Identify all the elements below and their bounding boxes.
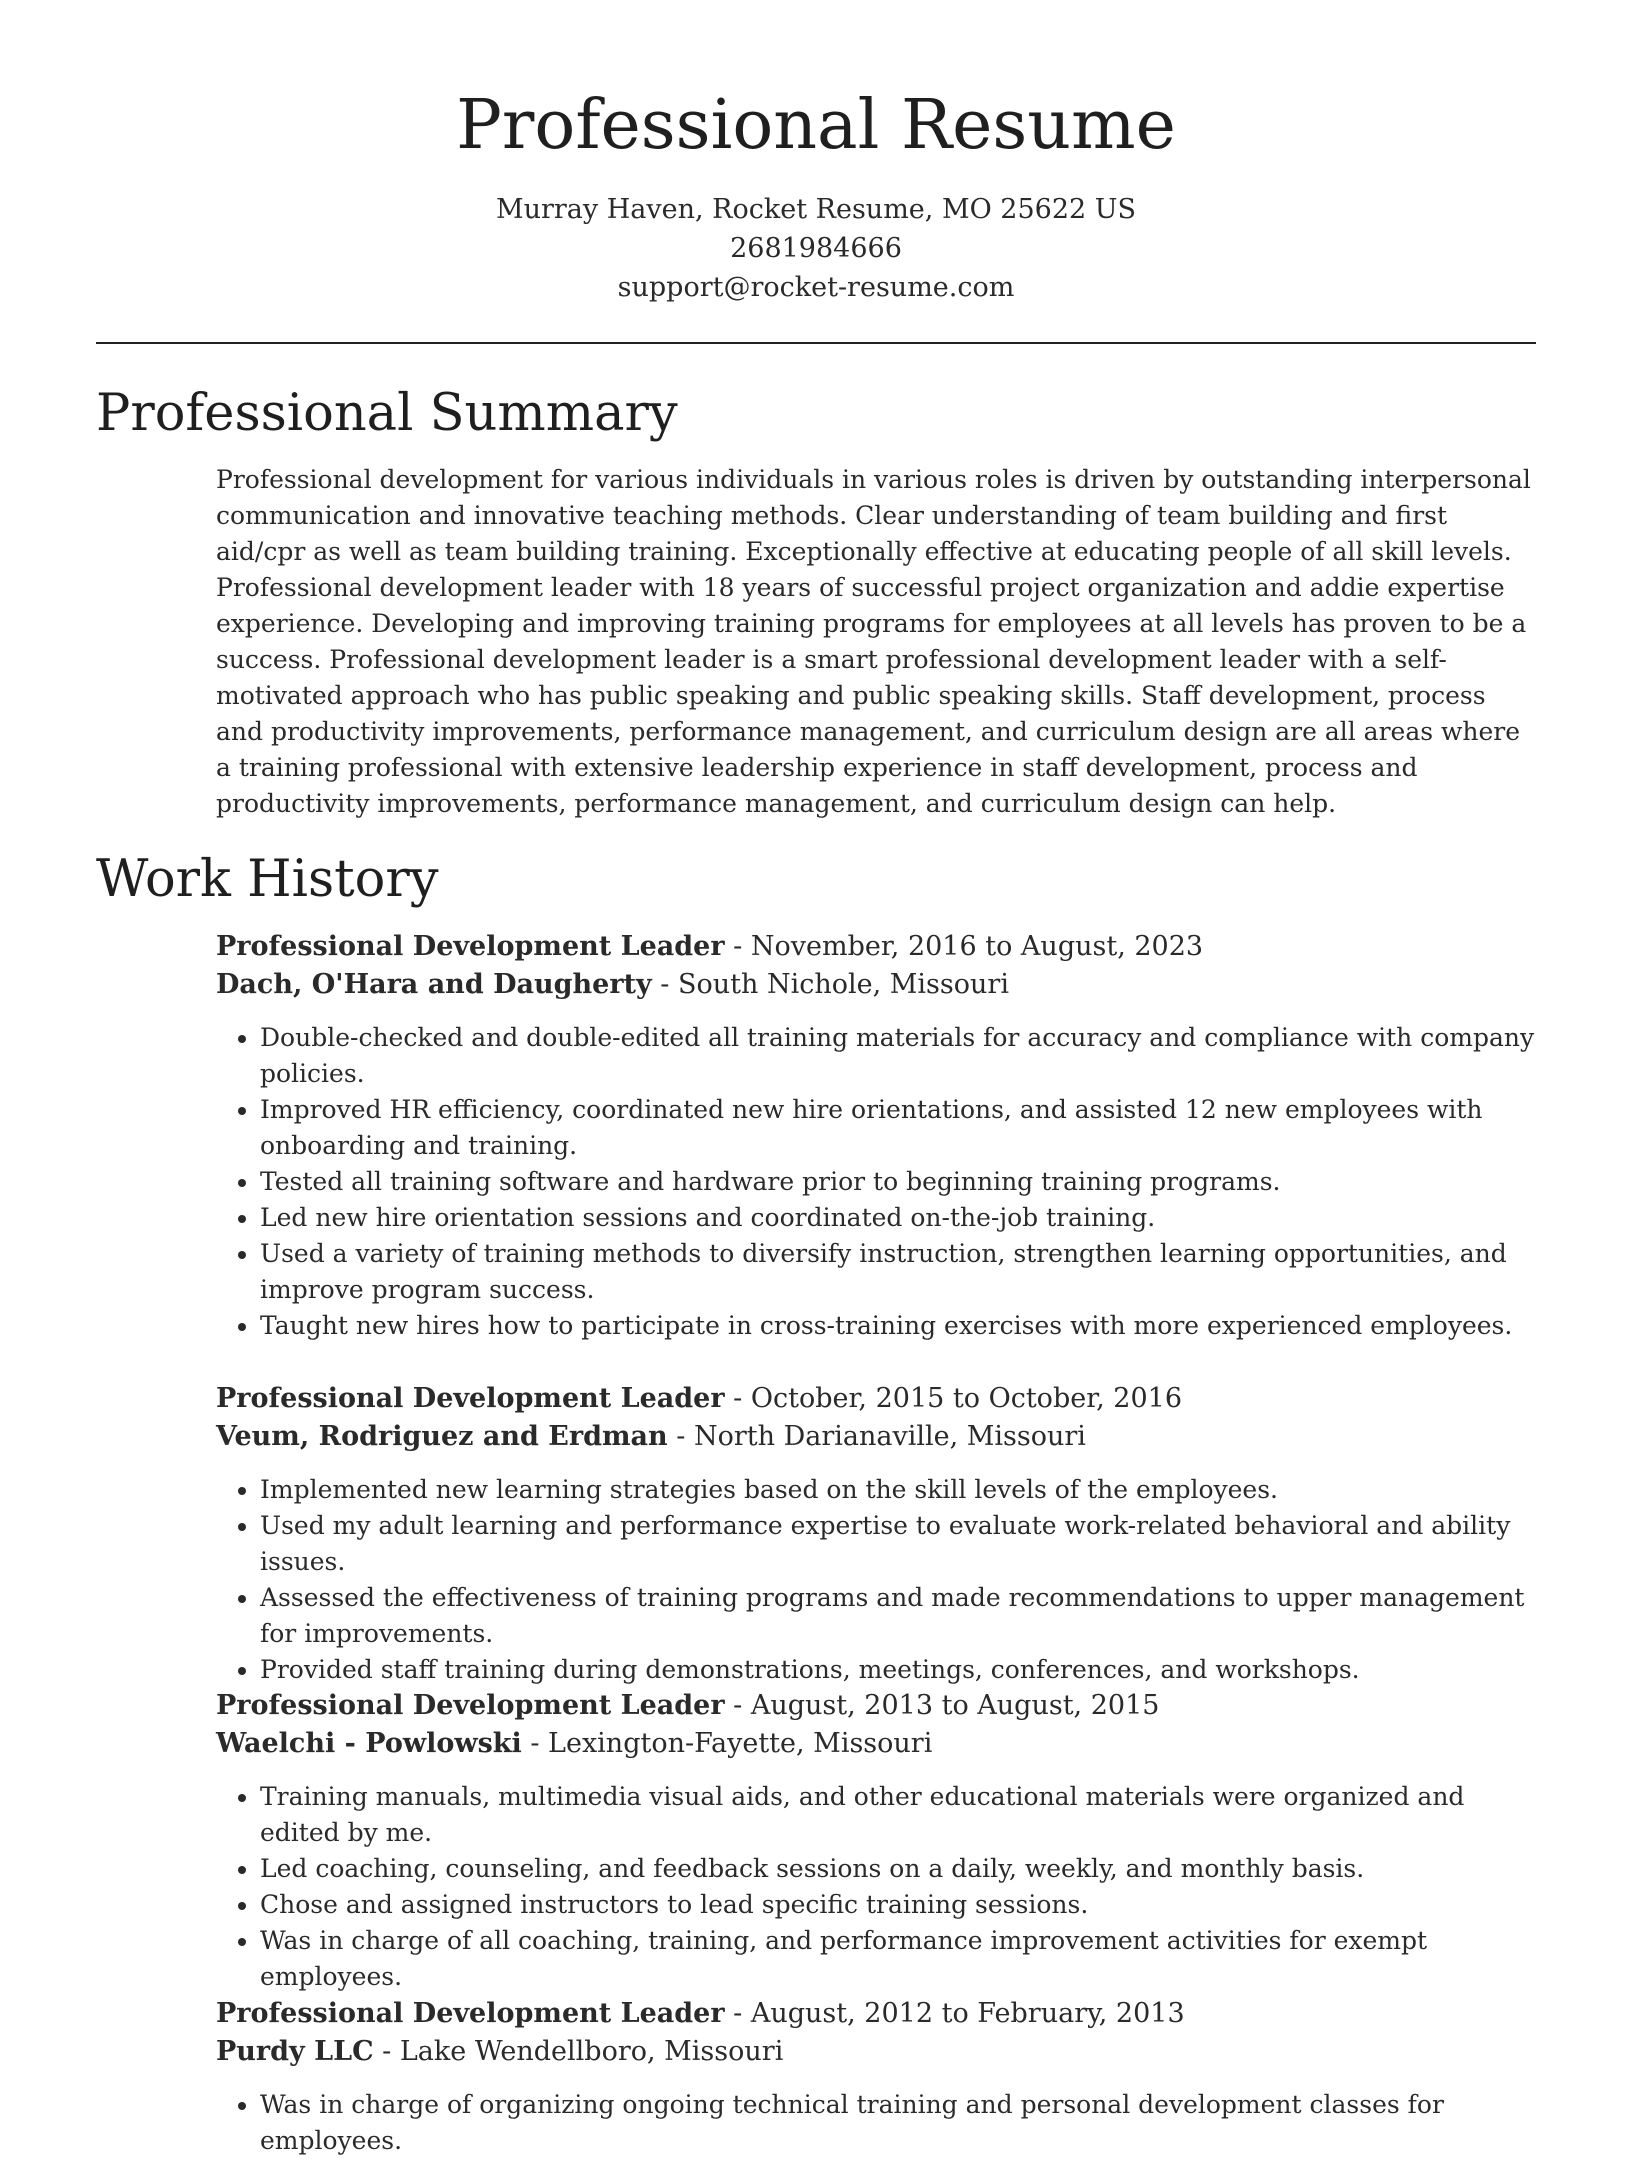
- job-bullets: [216, 2087, 1540, 2159]
- job-bullet: • Led new hire orientation sessions and coordinated on-the-job training.: [260, 1200, 1540, 1236]
- job-bullets: [216, 1779, 1540, 1995]
- job-location: - Lexington-Fayette, Missouri: [521, 1728, 933, 1759]
- job-title: Professional Development Leader: [216, 1998, 725, 2029]
- job-company: Waelchi - Powlowski: [216, 1728, 522, 1759]
- summary-heading: Professional Summary: [96, 384, 678, 443]
- job-bullets: [216, 1472, 1540, 1688]
- job-entry: [216, 928, 1540, 1344]
- job-dates: - August, 2013 to August, 2015: [724, 1690, 1160, 1721]
- job-bullet: • Was in charge of organizing ongoing technical training and personal development classes for employees.: [260, 2087, 1540, 2159]
- job-company-line: [216, 1418, 1540, 1456]
- job-bullet: • Implemented new learning strategies based on the skill levels of the employees.: [260, 1472, 1540, 1508]
- job-title-line: [216, 1687, 1540, 1725]
- job-title-line: [216, 1995, 1540, 2033]
- job-company-line: [216, 2033, 1540, 2071]
- job-bullet: • Used my adult learning and performance expertise to evaluate work-related behavioral and ability issues.: [260, 1508, 1540, 1580]
- job-entry: [216, 1380, 1540, 1688]
- job-bullet: • Used a variety of training methods to diversify instruction, strengthen learning opportunities, and improve program success.: [260, 1236, 1540, 1308]
- job-entry: [216, 1995, 1540, 2159]
- job-bullet: • Training manuals, multimedia visual aids, and other educational materials were organized and edited by me.: [260, 1779, 1540, 1851]
- job-title-line: [216, 928, 1540, 966]
- job-location: - South Nichole, Missouri: [651, 969, 1009, 1000]
- contact-phone: 2681984666: [730, 233, 902, 264]
- job-company: Dach, O'Hara and Daugherty: [216, 969, 652, 1000]
- job-title: Professional Development Leader: [216, 931, 725, 962]
- job-bullet: • Improved HR efficiency, coordinated new hire orientations, and assisted 12 new employees with onboarding and training.: [260, 1092, 1540, 1164]
- job-bullet: • Led coaching, counseling, and feedback sessions on a daily, weekly, and monthly basis.: [260, 1851, 1540, 1887]
- job-bullet: • Double-checked and double-edited all training materials for accuracy and compliance with company policies.: [260, 1020, 1540, 1092]
- job-company-line: [216, 1725, 1540, 1763]
- job-company-line: [216, 966, 1540, 1004]
- job-location: - North Darianaville, Missouri: [667, 1421, 1086, 1452]
- job-bullet: • Assessed the effectiveness of training programs and made recommendations to upper management for improvements.: [260, 1580, 1540, 1652]
- job-company: Veum, Rodriguez and Erdman: [216, 1421, 668, 1452]
- job-title: Professional Development Leader: [216, 1690, 725, 1721]
- resume-title: Professional Resume: [456, 86, 1176, 165]
- contact-email: support@rocket-resume.com: [617, 272, 1015, 303]
- job-title: Professional Development Leader: [216, 1383, 725, 1414]
- contact-address: Murray Haven, Rocket Resume, MO 25622 US: [495, 194, 1137, 225]
- job-location: - Lake Wendellboro, Missouri: [373, 2036, 784, 2067]
- job-company: Purdy LLC: [216, 2036, 374, 2067]
- job-dates: - November, 2016 to August, 2023: [724, 931, 1204, 962]
- header-divider: [96, 342, 1536, 344]
- job-entry: [216, 1687, 1540, 1995]
- job-bullet: • Provided staff training during demonstrations, meetings, conferences, and workshops.: [260, 1652, 1540, 1688]
- job-dates: - October, 2015 to October, 2016: [724, 1383, 1183, 1414]
- job-title-line: [216, 1380, 1540, 1418]
- job-bullet: • Taught new hires how to participate in cross-training exercises with more experienced employees.: [260, 1308, 1540, 1344]
- summary-text: Professional development for various individuals in various roles is driven by outstanding interpersonal communication and innovative teaching methods. Clear understanding of team building and first aid/cpr as well as team building training. Exceptionally effective at educating people of all skill levels. Professional development leader with 18 years of successful project organization and addie expertise experience. Developing and improving training programs for employees at all levels has proven to be a success. Professional development leader is a smart professional development leader with a self-motivated approach who has public speaking and public speaking skills. Staff development, process and productivity improvements, performance management, and curriculum design are all areas where a training professional with extensive leadership experience in staff development, process and productivity improvements, performance management, and curriculum design can help.: [216, 465, 1531, 818]
- job-bullets: [216, 1020, 1540, 1344]
- job-bullet: • Chose and assigned instructors to lead specific training sessions.: [260, 1887, 1540, 1923]
- job-bullet: • Tested all training software and hardware prior to beginning training programs.: [260, 1164, 1540, 1200]
- work-history-heading: Work History: [96, 850, 439, 909]
- contact-block: [0, 190, 1632, 307]
- job-bullet: • Was in charge of all coaching, training, and performance improvement activities for exempt employees.: [260, 1923, 1540, 1995]
- job-dates: - August, 2012 to February, 2013: [724, 1998, 1185, 2029]
